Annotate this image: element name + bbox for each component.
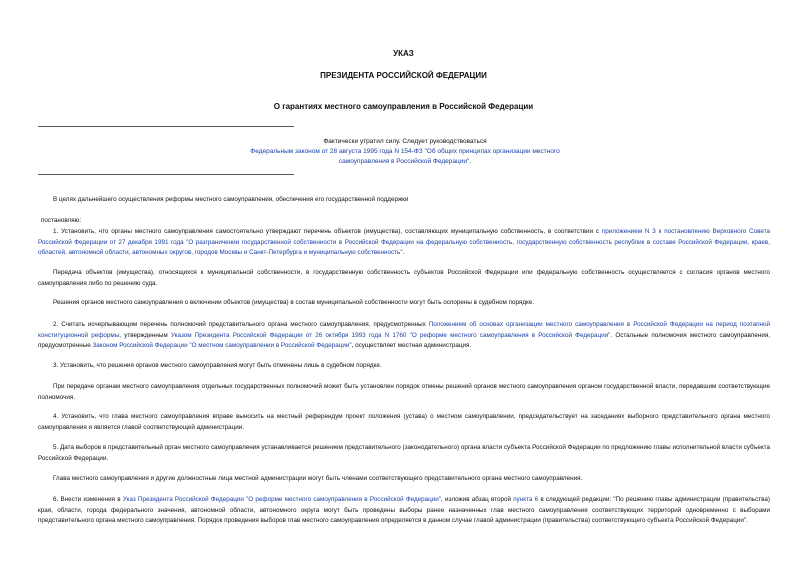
paragraph-2-text-d: , осуществляет местная администрация.	[351, 342, 472, 350]
appendix-3-link[interactable]: приложением N 3 к постановлению Верховного Совета Российской Федерации от 27 декабря 1991 года "О разграничении государственной собственности в Российской Федерации на федеральную собственность, государственную собственность республик в составе Российской Федерации, краев, областей, автономной области, автономных округов, городов Москвы и Санкт-Петербурга и муниципальную собственность"	[38, 228, 771, 257]
decree-word: постановляю:	[41, 217, 82, 224]
intro-paragraph: В целях дальнейшего осуществления реформы местного самоуправления, обеспечения его государственной поддержки	[53, 196, 409, 203]
document-subject: О гарантиях местного самоуправления в Российской Федерации	[273, 102, 534, 111]
paragraph-5-officials: Глава местного самоуправления и другие должностные лица местной администрации могут быть членами соответствующего представительного органа местного самоуправления.	[53, 475, 583, 482]
paragraph-1-tail: .	[402, 249, 405, 257]
paragraph-6-text-c: в следующей редакции: "По решению главы администрации (правительства) края, области, города федерального значения, автономной области, автономного округа могут быть проведены выборы ранее назначенных глав местного самоуправления соответствующих территорий одновременно с выборами представительного органа местного самоуправления. Порядок проведения выборов глав местного самоуправления определяется в данном случае главой администрации (правительства) соответствующего субъекта Российской Федерации".	[38, 496, 770, 525]
clause-6-link[interactable]: пункта 6	[513, 496, 539, 503]
paragraph-1-text: 1. Установить, что органы местного самоуправления самостоятельно утверждают перечень объектов (имущества), составляющих муниципальную собственность, в соответствии с	[53, 228, 602, 235]
paragraph-1-transfer: Передача объектов (имущества), относящихся к муниципальной собственности, в государственную собственность субъектов Российской Федерации или федеральную собственность осуществляется с согласия органов местного самоуправления либо по решению суда.	[38, 269, 770, 287]
paragraph-3-delegated: При передаче органам местного самоуправления отдельных государственных полномочий может быть установлен порядок отмены решений органов местного самоуправления органом государственной власти, передавшим соответствующие полномочия.	[38, 383, 770, 401]
paragraph-1	[38, 227, 770, 259]
paragraph-4: 4. Установить, что глава местного самоуправления вправе выносить на местный референдум проект положения (устава) о местном самоуправлении, председательствует на заседаниях выборного представительного органа местного самоуправления и является главой соответствующей администрации.	[38, 413, 770, 431]
decree-1760-link[interactable]: Указом Президента Российской Федерации от 26 октября 1993 года N 1760 "О реформе местного самоуправления в Российской Федерации"	[170, 331, 611, 339]
paragraph-2-text-c: . Остальные полномочия местного самоуправления, предусмотренные	[38, 331, 771, 350]
doc-type-title: УКАЗ	[393, 49, 414, 58]
top-divider	[38, 126, 294, 127]
paragraph-2-text-b: , утвержденным	[119, 331, 171, 339]
bottom-divider	[38, 174, 294, 175]
paragraph-6-text-b: , изложив абзац второй	[441, 496, 514, 503]
paragraph-3: 3. Установить, что решения органов местного самоуправления могут быть отменены лишь в судебном порядке.	[53, 362, 382, 369]
validity-note	[240, 137, 570, 167]
validity-note-text: Фактически утратил силу. Следует руководствоваться	[323, 138, 487, 145]
paragraph-2-text-a: 2. Считать исчерпывающим перечень полномочий представительного органа местного самоуправления, предусмотренных	[53, 321, 429, 328]
paragraph-1-disputes: Решения органов местного самоуправления о включении объектов (имущества) в состав муниципальной собственности могут быть оспорены в судебном порядке.	[53, 299, 535, 306]
regulation-link[interactable]: Положением об основах организации местного самоуправления в Российской Федерации на период поэтапной конституционной реформы	[38, 321, 771, 339]
presidential-decree-link[interactable]: Указ Президента Российской Федерации "О реформе местного самоуправления в Российской Федерации"	[122, 496, 442, 503]
paragraph-6-text-a: 6. Внести изменения в	[53, 496, 123, 503]
paragraph-2	[38, 320, 770, 352]
federal-law-link[interactable]: Федеральным законом от 28 августа 1995 года N 154-ФЗ "Об общих принципах организации местного самоуправления в Российской Федерации"	[250, 148, 560, 165]
paragraph-5: 5. Дата выборов в представительный орган местного самоуправления устанавливается решением представительного (законодательного) органа власти субъекта Российской Федерации по предложению главы исполнительной власти субъекта Российской Федерации.	[38, 444, 770, 462]
issuer-title: ПРЕЗИДЕНТА РОССИЙСКОЙ ФЕДЕРАЦИИ	[320, 71, 487, 80]
local-self-government-law-link[interactable]: Законом Российской Федерации "О местном самоуправлении в Российской Федерации"	[92, 342, 352, 350]
validity-note-tail: .	[469, 158, 472, 165]
paragraph-6	[38, 495, 770, 527]
